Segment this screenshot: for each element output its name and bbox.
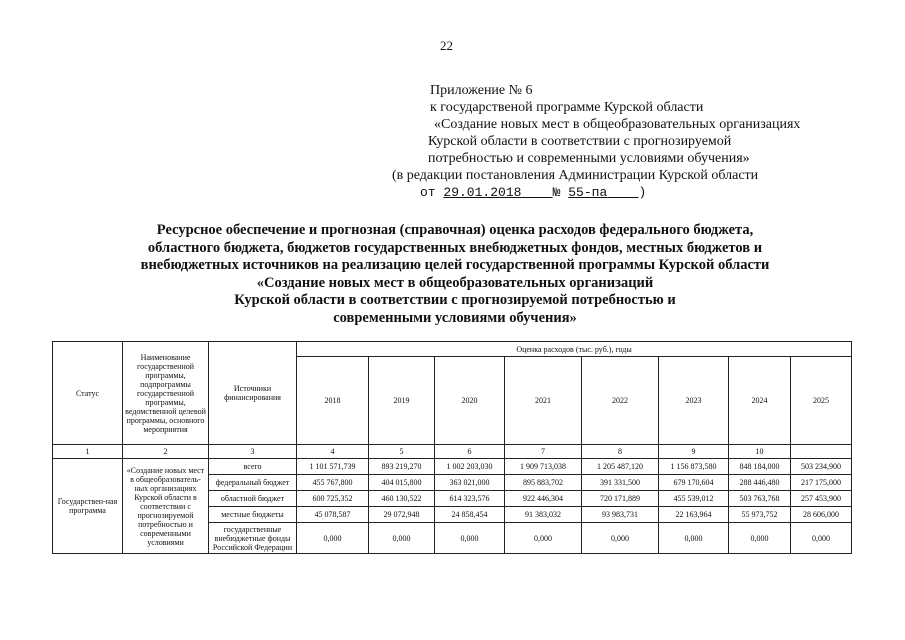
header-sources: Источники финансирования	[209, 342, 297, 445]
decree-date: 29.01.2018	[443, 185, 522, 200]
col-number: 10	[729, 445, 791, 459]
cell-value: 257 453,900	[791, 491, 852, 507]
cell-value: 600 725,352	[297, 491, 369, 507]
row-source: местные бюджеты	[209, 507, 297, 523]
cell-value: 614 323,576	[435, 491, 505, 507]
header-year: 2025	[791, 357, 852, 445]
number-prefix: №	[552, 185, 569, 200]
appendix-line-6: (в редакции постановления Администрации Курской области	[392, 168, 759, 183]
cell-value: 848 184,000	[729, 459, 791, 475]
header-year: 2023	[659, 357, 729, 445]
row-program-name: «Создание новых мест в общеобразователь-ных организациях Курской области в соответствии с прогнозируемой потребностью и современными условиями	[123, 459, 209, 554]
header-status: Статус	[53, 342, 123, 445]
header-year: 2019	[369, 357, 435, 445]
row-source: государственные внебюджетные фонды Российской Федерации	[209, 523, 297, 554]
cell-value: 720 171,889	[582, 491, 659, 507]
col-number: 3	[209, 445, 297, 459]
appendix-line-3: «Создание новых мест в общеобразовательных организациях	[434, 117, 801, 132]
cell-value: 28 606,000	[791, 507, 852, 523]
col-number: 5	[369, 445, 435, 459]
cell-value: 893 219,270	[369, 459, 435, 475]
cell-value: 404 015,800	[369, 475, 435, 491]
cell-value: 0,000	[729, 523, 791, 554]
cell-value: 0,000	[505, 523, 582, 554]
cell-value: 895 883,702	[505, 475, 582, 491]
page-number: 22	[440, 38, 453, 53]
title-line-1: Ресурсное обеспечение и прогнозная (справочная) оценка расходов федерального бюджета,	[156, 222, 754, 238]
col-number: 8	[582, 445, 659, 459]
decree-number: 55-па	[568, 185, 608, 200]
appendix-decree-line	[392, 184, 800, 201]
cell-value: 391 331,500	[582, 475, 659, 491]
appendix-header	[392, 82, 800, 201]
cell-value: 288 446,480	[729, 475, 791, 491]
header-estimate: Оценка расходов (тыс. руб.), годы	[297, 342, 852, 357]
cell-value: 0,000	[791, 523, 852, 554]
cell-value: 460 130,522	[369, 491, 435, 507]
table-row	[53, 459, 852, 475]
header-year: 2024	[729, 357, 791, 445]
col-number: 4	[297, 445, 369, 459]
cell-value: 1 101 571,739	[297, 459, 369, 475]
col-number: 1	[53, 445, 123, 459]
header-year: 2022	[582, 357, 659, 445]
cell-value: 455 539,012	[659, 491, 729, 507]
col-number: 9	[659, 445, 729, 459]
cell-value: 0,000	[659, 523, 729, 554]
title-line-4: «Создание новых мест в общеобразовательных организаций	[256, 274, 654, 291]
row-status: Государствен-ная программа	[53, 459, 123, 554]
row-source: всего	[209, 459, 297, 475]
header-year: 2020	[435, 357, 505, 445]
cell-value: 1 002 203,030	[435, 459, 505, 475]
cell-value: 0,000	[369, 523, 435, 554]
cell-value: 24 858,454	[435, 507, 505, 523]
col-number: 7	[505, 445, 582, 459]
col-number: 6	[435, 445, 505, 459]
cell-value: 922 446,304	[505, 491, 582, 507]
decree-close: )	[638, 185, 647, 200]
header-year: 2018	[297, 357, 369, 445]
cell-value: 0,000	[435, 523, 505, 554]
date-prefix: от	[420, 185, 444, 200]
cell-value: 503 763,768	[729, 491, 791, 507]
cell-value: 217 175,000	[791, 475, 852, 491]
header-year: 2021	[505, 357, 582, 445]
cell-value: 0,000	[297, 523, 369, 554]
title-line-6: современными условиями обучения»	[333, 309, 577, 326]
cell-value: 679 170,604	[659, 475, 729, 491]
cell-value: 29 072,948	[369, 507, 435, 523]
cell-value: 91 383,032	[505, 507, 582, 523]
col-number	[791, 445, 852, 459]
cell-value: 45 078,587	[297, 507, 369, 523]
appendix-line-2: к государственой программе Курской области	[430, 100, 704, 115]
resource-table	[52, 341, 852, 554]
cell-value: 0,000	[582, 523, 659, 554]
cell-value: 455 767,800	[297, 475, 369, 491]
title-line-2: областного бюджета, бюджетов государственных внебюджетных фондов, местных бюджетов и	[147, 239, 763, 256]
cell-value: 1 156 873,580	[659, 459, 729, 475]
cell-value: 1 205 487,120	[582, 459, 659, 475]
cell-value: 503 234,900	[791, 459, 852, 475]
appendix-line-1: Приложение № 6	[430, 83, 533, 98]
row-source: федеральный бюджет	[209, 475, 297, 491]
title-line-3: внебюджетных источников на реализацию целей государственной программы Курской области	[140, 257, 770, 273]
appendix-line-5: потребностью и современными условиями обучения»	[428, 151, 750, 166]
col-number: 2	[123, 445, 209, 459]
appendix-line-4: Курской области в соответствии с прогнозируемой	[428, 134, 732, 149]
cell-value: 22 163,964	[659, 507, 729, 523]
header-name: Наименование государственной программы, подпрограммы государственной программы, ведомственной целевой программы, основного мероприятия	[123, 342, 209, 445]
title-line-5: Курской области в соответствии с прогнозируемой потребностью и	[234, 292, 676, 308]
cell-value: 1 909 713,038	[505, 459, 582, 475]
cell-value: 93 983,731	[582, 507, 659, 523]
cell-value: 363 021,000	[435, 475, 505, 491]
row-source: областной бюджет	[209, 491, 297, 507]
document-title	[110, 222, 800, 327]
cell-value: 55 973,752	[729, 507, 791, 523]
